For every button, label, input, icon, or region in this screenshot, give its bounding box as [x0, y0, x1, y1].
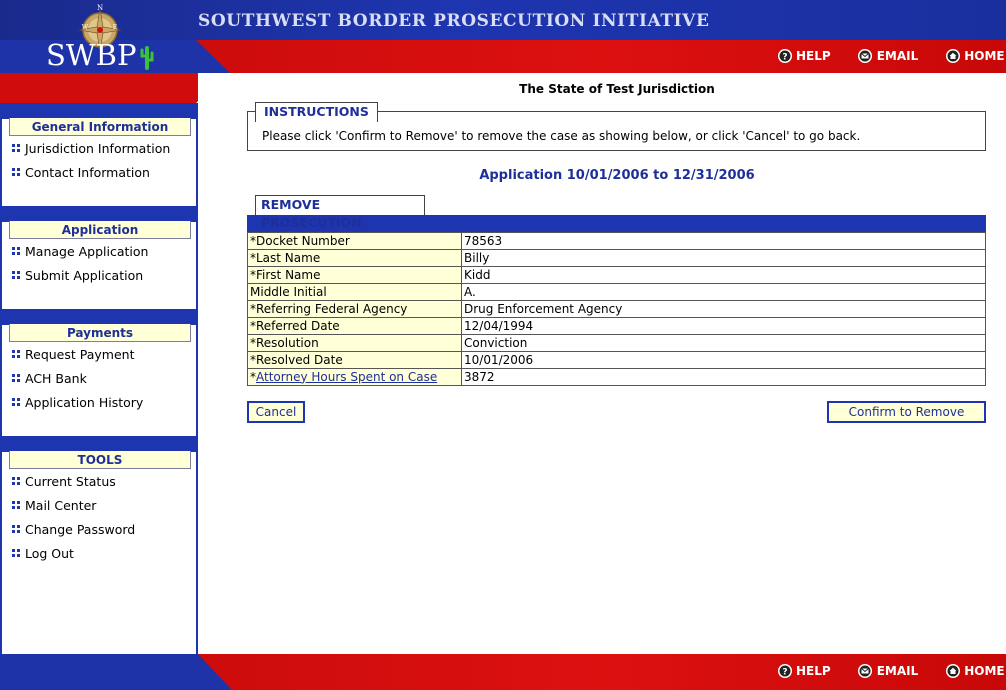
email-label: EMAIL [876, 48, 919, 63]
bullet-dots-icon [12, 477, 21, 485]
bullet-dots-icon [12, 247, 21, 255]
field-label: *Referred Date [248, 318, 462, 335]
table-row [248, 284, 986, 301]
sidebar-item-label: Log Out [25, 545, 74, 561]
svg-text:?: ? [781, 667, 788, 677]
bullet-dots-icon [12, 350, 21, 358]
instructions-title: INSTRUCTIONS [255, 102, 378, 122]
jurisdiction-title: The State of Test Jurisdiction [519, 82, 715, 96]
sidebar-item-label: Request Payment [25, 346, 135, 362]
table-row [248, 233, 986, 250]
cancel-button[interactable]: Cancel [247, 401, 305, 423]
sidebar-heading: Payments [9, 324, 191, 342]
field-value: A. [462, 284, 986, 301]
sidebar-heading: General Information [9, 118, 191, 136]
svg-text:?: ? [781, 52, 788, 62]
table-row [248, 335, 986, 352]
table-row [248, 250, 986, 267]
bullet-dots-icon [12, 525, 21, 533]
sidebar-section-bar [2, 206, 196, 222]
required-marker: * [250, 369, 256, 384]
bullet-dots-icon [12, 398, 21, 406]
sidebar-item-request-payment[interactable] [2, 342, 196, 366]
email-link[interactable] [857, 47, 919, 64]
footer-links [776, 662, 1005, 679]
sidebar-section-payments [2, 309, 196, 414]
home-link[interactable] [944, 47, 1004, 64]
sidebar-section-general [2, 103, 196, 184]
field-value: Conviction [462, 335, 986, 352]
main-content [198, 73, 1006, 654]
bullet-dots-icon [12, 144, 21, 152]
bullet-dots-icon [12, 271, 21, 279]
swbp-logo[interactable] [44, 4, 164, 72]
bullet-dots-icon [12, 549, 21, 557]
sidebar-item-manage-application[interactable] [2, 239, 196, 263]
header-links [776, 47, 1005, 64]
footer-blue-wedge [0, 654, 232, 690]
footer-home-link[interactable] [944, 662, 1004, 679]
header-red-wedge [0, 73, 230, 103]
sidebar-section-bar [2, 436, 196, 452]
table-row [248, 267, 986, 284]
table-row [248, 352, 986, 369]
home-label: HOME [964, 663, 1005, 678]
footer-help-link[interactable] [776, 662, 831, 679]
sidebar-item-change-password[interactable] [2, 517, 196, 541]
sidebar-heading: Application [9, 221, 191, 239]
help-link[interactable] [776, 47, 831, 64]
application-period: Application 10/01/2006 to 12/31/2006 [479, 168, 755, 183]
envelope-icon [857, 47, 874, 64]
sidebar-item-label: Change Password [25, 521, 136, 537]
table-row [248, 369, 986, 386]
bullet-dots-icon [12, 501, 21, 509]
field-label [248, 369, 462, 386]
confirm-remove-button[interactable]: Confirm to Remove [827, 401, 986, 423]
bullet-dots-icon [12, 374, 21, 382]
field-value: Kidd [462, 267, 986, 284]
sidebar-item-label: Contact Information [25, 164, 150, 180]
footer-email-link[interactable] [857, 662, 919, 679]
home-icon [944, 662, 961, 679]
sidebar-item-submit-application[interactable] [2, 263, 196, 287]
home-label: HOME [964, 48, 1005, 63]
site-title: SOUTHWEST BORDER PROSECUTION INITIATIVE [198, 11, 710, 31]
field-value: Billy [462, 250, 986, 267]
sidebar-item-label: ACH Bank [25, 370, 87, 386]
field-label: *First Name [248, 267, 462, 284]
help-icon [776, 662, 793, 679]
logo-text: SWBP [46, 38, 137, 72]
cactus-icon [140, 44, 154, 70]
sidebar-item-label: Jurisdiction Information [25, 140, 171, 156]
sidebar-item-mail-center[interactable] [2, 493, 196, 517]
sidebar [0, 103, 198, 654]
help-label: HELP [796, 663, 831, 678]
envelope-icon [857, 662, 874, 679]
table-row [248, 318, 986, 335]
field-label: Middle Initial [248, 284, 462, 301]
help-label: HELP [796, 48, 831, 63]
sidebar-heading: TOOLS [9, 451, 191, 469]
field-label: *Last Name [248, 250, 462, 267]
sidebar-section-bar [2, 103, 196, 119]
sidebar-item-application-history[interactable] [2, 390, 196, 414]
sidebar-section-bar [2, 309, 196, 325]
sidebar-item-label: Manage Application [25, 243, 149, 259]
instructions-text: Please click 'Confirm to Remove' to remove the case as showing below, or click 'Cancel' to go back. [262, 129, 861, 143]
bullet-dots-icon [12, 168, 21, 176]
sidebar-item-jurisdiction-information[interactable] [2, 136, 196, 160]
home-icon [944, 47, 961, 64]
compass-letter-n: N [96, 4, 104, 12]
field-label: *Resolution [248, 335, 462, 352]
sidebar-section-application [2, 206, 196, 287]
field-value: 3872 [462, 369, 986, 386]
sidebar-item-label: Current Status [25, 473, 116, 489]
section-title: REMOVE PROSECUTION [255, 195, 425, 215]
sidebar-item-log-out[interactable] [2, 541, 196, 565]
email-label: EMAIL [876, 663, 919, 678]
sidebar-section-tools [2, 436, 196, 565]
compass-letter-e: E [112, 24, 118, 31]
sidebar-item-label: Application History [25, 394, 144, 410]
help-icon [776, 47, 793, 64]
sidebar-item-contact-information[interactable] [2, 160, 196, 184]
table-row [248, 301, 986, 318]
field-label: *Docket Number [248, 233, 462, 250]
case-details-table [247, 232, 986, 386]
attorney-hours-link[interactable]: Attorney Hours Spent on Case [256, 369, 438, 384]
sidebar-item-label: Submit Application [25, 267, 144, 283]
field-value: 10/01/2006 [462, 352, 986, 369]
field-label: *Referring Federal Agency [248, 301, 462, 318]
sidebar-item-label: Mail Center [25, 497, 97, 513]
sidebar-item-current-status[interactable] [2, 469, 196, 493]
field-value: 78563 [462, 233, 986, 250]
compass-letter-w: W [81, 24, 89, 31]
sidebar-item-ach-bank[interactable] [2, 366, 196, 390]
field-value: 12/04/1994 [462, 318, 986, 335]
field-value: Drug Enforcement Agency [462, 301, 986, 318]
field-label: *Resolved Date [248, 352, 462, 369]
